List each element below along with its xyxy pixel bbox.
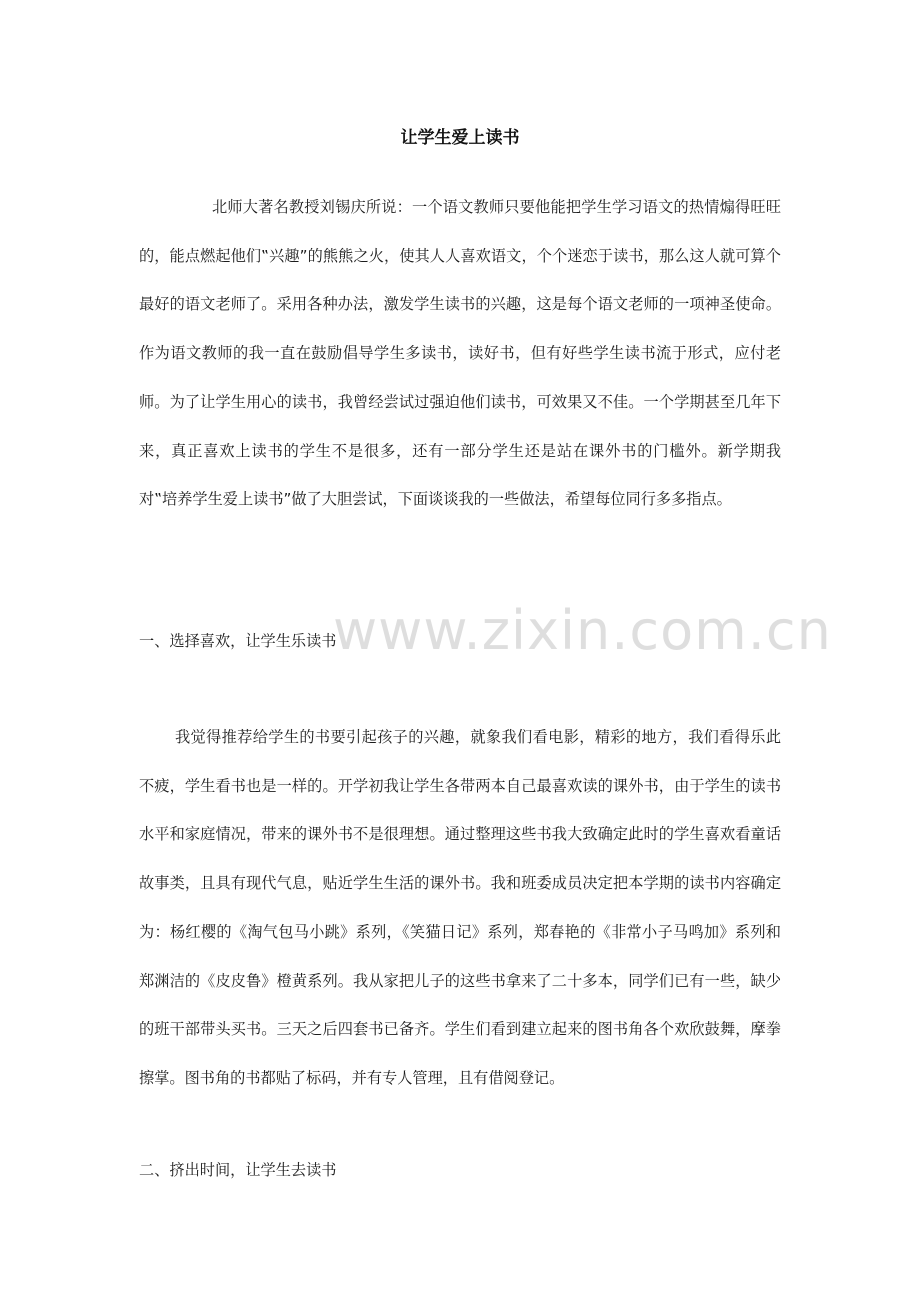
section-heading-2: 二、挤出时间，让学生去读书: [139, 1161, 337, 1179]
site-watermark: www.zixin.com.cn: [333, 599, 832, 662]
section-heading-1: 一、选择喜欢，让学生乐读书: [139, 632, 337, 650]
intro-paragraph: 北师大著名教授刘锡庆所说：一个语文教师只要他能把学生学习语文的热情煽得旺旺的，能点燃起他们‟兴趣”的熊熊之火，使其人人喜欢语文，个个迷恋于读书，那么这人就可算个最好的语文老师了。采用各种办法，激发学生读书的兴趣，这是每个语文老师的一项神圣使命。作为语文教师的我一直在鼓励倡导学生多读书，读好书，但有好些学生读书流于形式，应付老师。为了让学生用心的读书，我曾经尝试过强迫他们读书，可效果又不佳。一个学期甚至几年下来，真正喜欢上读书的学生不是很多，还有一部分学生还是站在课外书的门槛外。新学期我对‟培养学生爱上读书”做了大胆尝试，下面谈谈我的一些做法，希望每位同行多多指点。: [139, 198, 781, 509]
section-1-paragraph: 我觉得推荐给学生的书要引起孩子的兴趣，就象我们看电影，精彩的地方，我们看得乐此不疲，学生看书也是一样的。开学初我让学生各带两本自己最喜欢读的课外书，由于学生的读书水平和家庭情况，带来的课外书不是很理想。通过整理这些书我大致确定此时的学生喜欢看童话故事类，且具有现代气息，贴近学生生活的课外书。我和班委成员决定把本学期的读书内容确定为：杨红樱的《淘气包马小跳》系列，《笑猫日记》系列，郑春艳的《非常小子马鸣加》系列和郑渊洁的《皮皮鲁》橙黄系列。我从家把儿子的这些书拿来了二十多本，同学们已有一些，缺少的班干部带头买书。三天之后四套书已备齐。学生们看到建立起来的图书角各个欢欣鼓舞，摩拳擦掌。图书角的书都贴了标码，并有专人管理，且有借阅登记。: [139, 728, 781, 1087]
document-title: 让学生爱上读书: [400, 128, 520, 148]
